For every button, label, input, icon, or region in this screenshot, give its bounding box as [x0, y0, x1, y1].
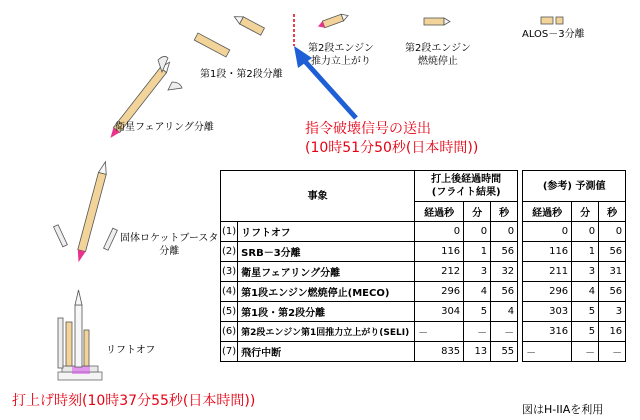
table-row: (2) SRB－3分離 116 1 56 116 1 56 [221, 242, 626, 262]
header-reference: (参考) 予測値 [523, 171, 626, 202]
label-stage2-ignition: 第2段エンジン 推力立上がり [308, 43, 374, 67]
subheader-ref-sec: 秒 [599, 202, 626, 222]
subheader-ref-minutes: 分 [572, 202, 599, 222]
table-row: (1) リフトオフ 0 0 0 0 0 0 [221, 222, 626, 242]
rocket-stage2-ignition [317, 12, 349, 30]
label-alos-separation: ALOS－3分離 [522, 29, 585, 40]
label-liftoff: リフトオフ [106, 345, 156, 356]
header-elapsed: 打上後経過時間 (フライト結果) [415, 171, 518, 202]
table-row: (7) 飛行中断 835 13 55 － － － [221, 342, 626, 362]
subheader-minutes: 分 [464, 202, 491, 222]
event-table [220, 170, 626, 362]
subheader-sec: 秒 [491, 202, 518, 222]
rocket-stage-separation [194, 13, 264, 57]
alos-separation [541, 17, 563, 24]
label-stage1-2-separation: 第1段・第2段分離 [200, 69, 283, 80]
header-event: 事象 [221, 171, 415, 222]
label-srb-separation: 固体ロケットブースタ 分離 [120, 233, 219, 257]
label-fairing-separation: 衛星フェアリング分離 [115, 122, 214, 133]
rocket-on-pad [58, 290, 89, 368]
table-row: (3) 衛星フェアリング分離 212 3 32 211 3 31 [221, 262, 626, 282]
launch-pad [58, 366, 102, 380]
launch-time-text: 打上げ時刻(10時37分55秒(日本時間)) [12, 393, 256, 409]
subheader-seconds: 経過秒 [415, 202, 464, 222]
table-row: (6) 第2段エンジン第1回推力立上がり(SELI) － － － 316 5 16 [221, 322, 626, 342]
footnote: 図はH-IIAを利用 [522, 403, 604, 416]
subheader-ref-seconds: 経過秒 [523, 202, 572, 222]
label-stage2-cutoff: 第2段エンジン 燃焼停止 [405, 43, 471, 67]
rocket-stage2-cutoff [424, 18, 450, 25]
destruct-signal-text: 指令破壊信号の送出 (10時51分50秒(日本時間)) [305, 121, 479, 156]
table-row: (5) 第1段・第2段分離 304 5 4 303 5 3 [221, 302, 626, 322]
table-row: (4) 第1段エンジン燃焼停止(MECO) 296 4 56 296 4 56 [221, 282, 626, 302]
